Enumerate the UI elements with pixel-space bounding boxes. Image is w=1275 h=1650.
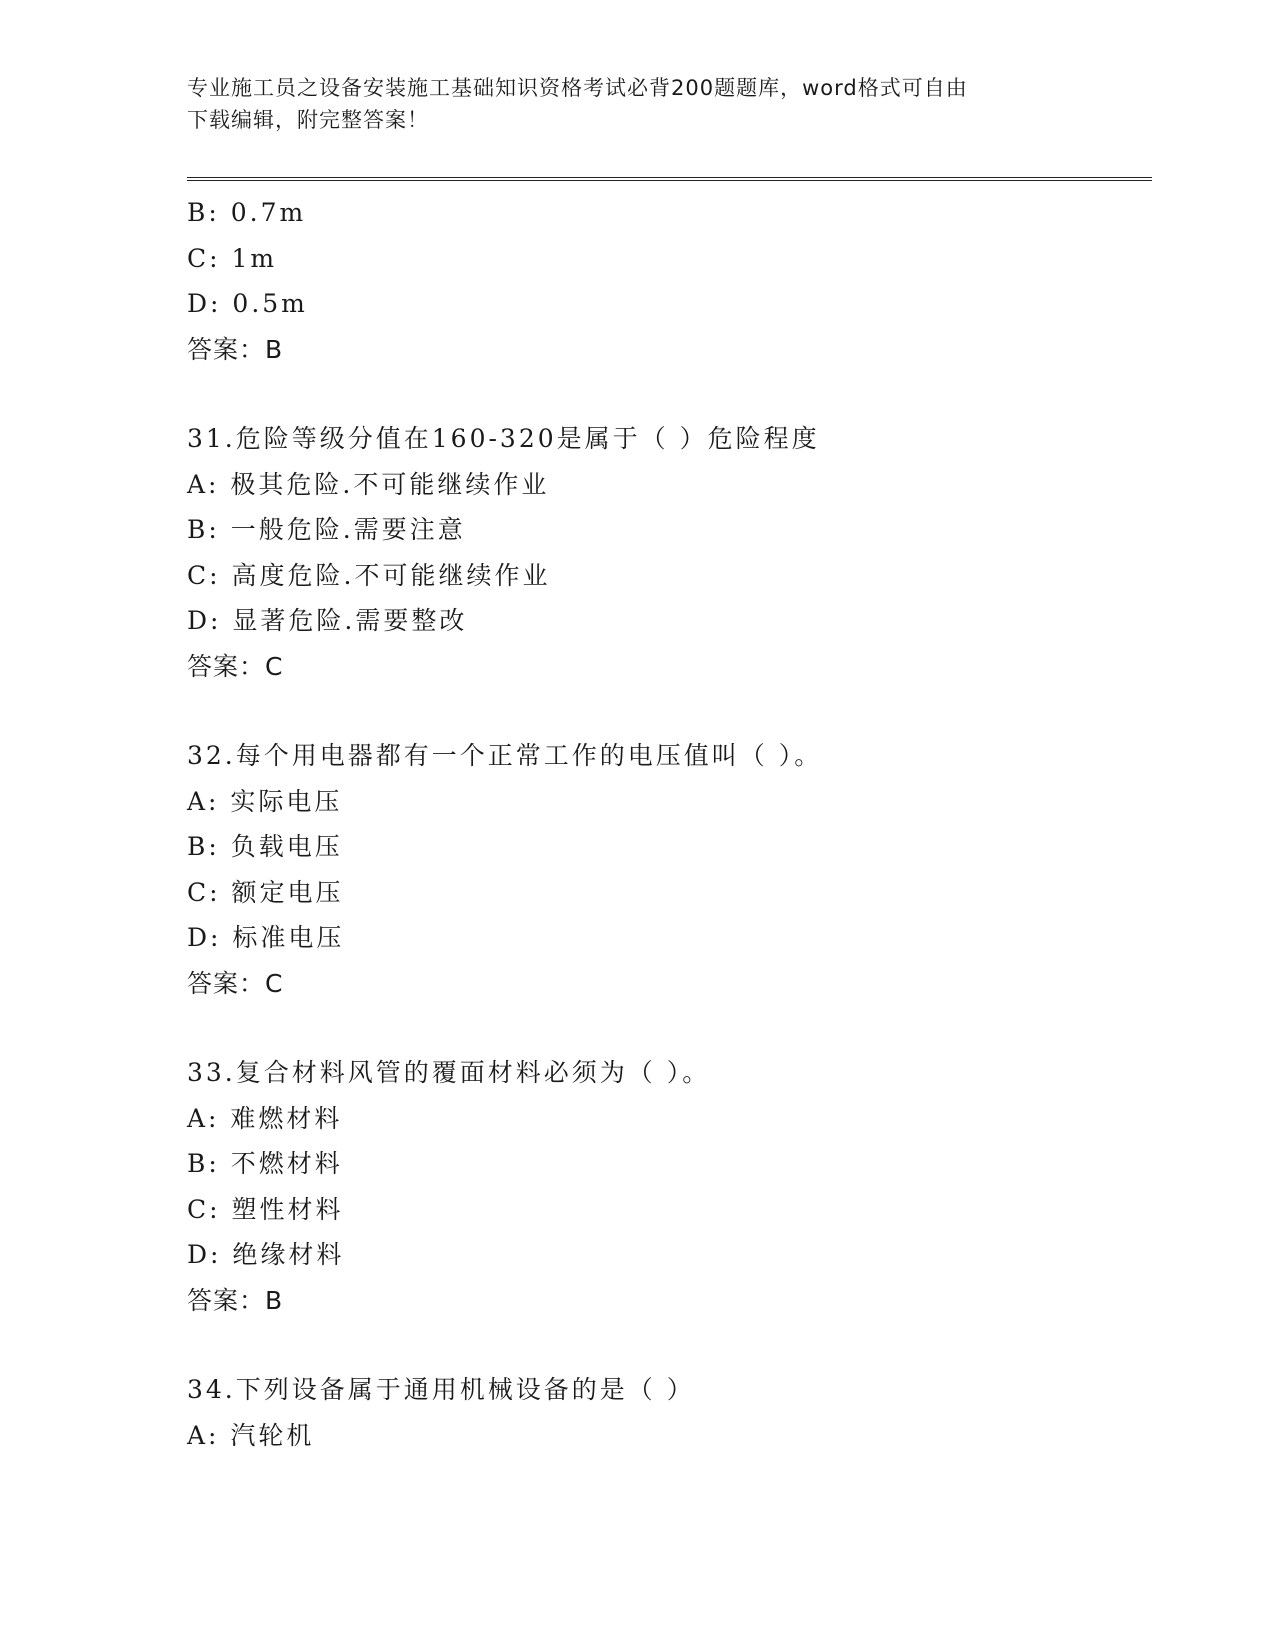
option-c: C: 额定电压	[187, 877, 344, 907]
header-line-2: 下载编辑，附完整答案！	[187, 108, 429, 132]
option-d: D: 显著危险.需要整改	[187, 606, 468, 635]
spacer	[187, 1006, 1152, 1050]
option-b: B: 一般危险.需要注意	[187, 515, 466, 544]
question-stem: 31.危险等级分值在160-320是属于（ ）危险程度	[187, 424, 820, 453]
answer: 答案：C	[187, 968, 284, 998]
question-list	[187, 190, 1152, 1458]
option-d: D: 绝缘材料	[187, 1240, 345, 1269]
spacer	[187, 372, 1152, 416]
question-stem: 32.每个用电器都有一个正常工作的电压值叫（ ）。	[187, 741, 823, 770]
option-c: C: 1m	[187, 243, 278, 273]
question-block-31	[187, 416, 1152, 689]
option-a: A: 难燃材料	[187, 1103, 343, 1133]
spacer	[187, 689, 1152, 733]
answer: 答案：B	[187, 1285, 284, 1315]
option-b: B: 不燃材料	[187, 1149, 343, 1178]
option-a: A: 极其危险.不可能继续作业	[187, 469, 550, 499]
option-c: C: 高度危险.不可能继续作业	[187, 560, 551, 590]
header-divider	[187, 177, 1152, 181]
option-b: B: 负载电压	[187, 832, 343, 861]
option-d: D: 0.5m	[187, 289, 308, 318]
question-stem: 34.下列设备属于通用机械设备的是（ ）	[187, 1375, 695, 1404]
option-a: A: 实际电压	[187, 786, 343, 816]
option-c: C: 塑性材料	[187, 1194, 344, 1224]
answer: 答案：B	[187, 334, 284, 364]
spacer	[187, 1323, 1152, 1367]
header-line-1: 专业施工员之设备安装施工基础知识资格考试必背200题题库，word格式可自由	[187, 76, 968, 100]
answer: 答案：C	[187, 651, 284, 681]
option-d: D: 标准电压	[187, 923, 345, 952]
question-block-33	[187, 1050, 1152, 1323]
question-block-32	[187, 733, 1152, 1006]
document-header	[187, 72, 1087, 136]
question-stem: 33.复合材料风管的覆面材料必须为（ ）。	[187, 1058, 711, 1087]
question-block-34	[187, 1367, 1152, 1458]
question-block-prev	[187, 190, 1152, 372]
option-a: A: 汽轮机	[187, 1420, 315, 1450]
option-b: B: 0.7m	[187, 198, 307, 227]
